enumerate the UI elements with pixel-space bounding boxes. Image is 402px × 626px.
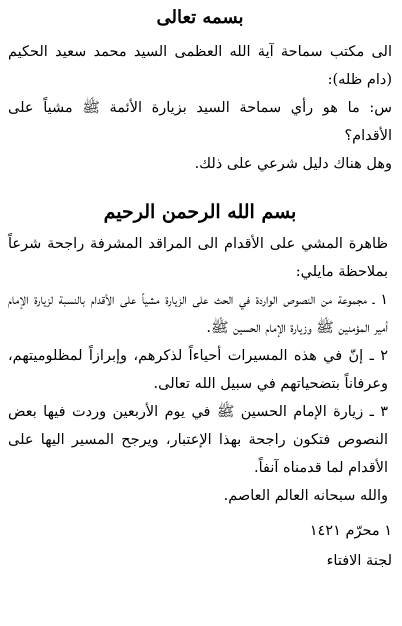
answer-point-2: ٢ ـ إنّ في هذه المسيرات أحياءاً لذكرهم، وإبرازاً لمظلوميتهم، وعرفاناً بتضحياتهم في سبيل الله تعالى. [8,348,388,392]
answer-date: ١ محرّم ١٤٢١ [309,523,392,539]
answer-signature: لجنة الافتاء [326,553,392,569]
question-text: س: ما هو رأي سماحة السيد بزيارة الأئمة ﷺ مشياً على الأقدام؟ [8,100,392,144]
answer-point-3: ٣ ـ زيارة الإمام الحسين ﷺ في يوم الأربعين وردت فيها بعض النصوص فتكون راجحة بهذا الإعتبار، ويرجح المسير اليها على الأقدام لما قدمناه آنفاً. [8,404,388,476]
answer-closing: والله سبحانه العالم العاصم. [223,488,388,504]
section-gap [8,178,392,200]
question-address: الى مكتب سماحة آية الله العظمى السيد محمد سعيد الحكيم (دام ظله): [8,44,392,88]
answer-heading: بسم الله الرحمن الرحيم [103,201,297,223]
answer-intro: ظاهرة المشي على الأقدام الى المراقد المشرفة راجحة شرعاً بملاحظة مايلي: [8,236,388,280]
question-heading: بسمه تعالى [156,7,244,28]
answer-point-1: ١ ـ مجموعة من النصوص الواردة في الحث على الزيارة مشياً على الأقدام بالنسبة لزيارة الإمام أمير المؤمنين ﷺ وزيارة الإمام الحسين ﷺ. [8,292,388,336]
question-followup: وهل هناك دليل شرعي على ذلك. [194,156,392,172]
